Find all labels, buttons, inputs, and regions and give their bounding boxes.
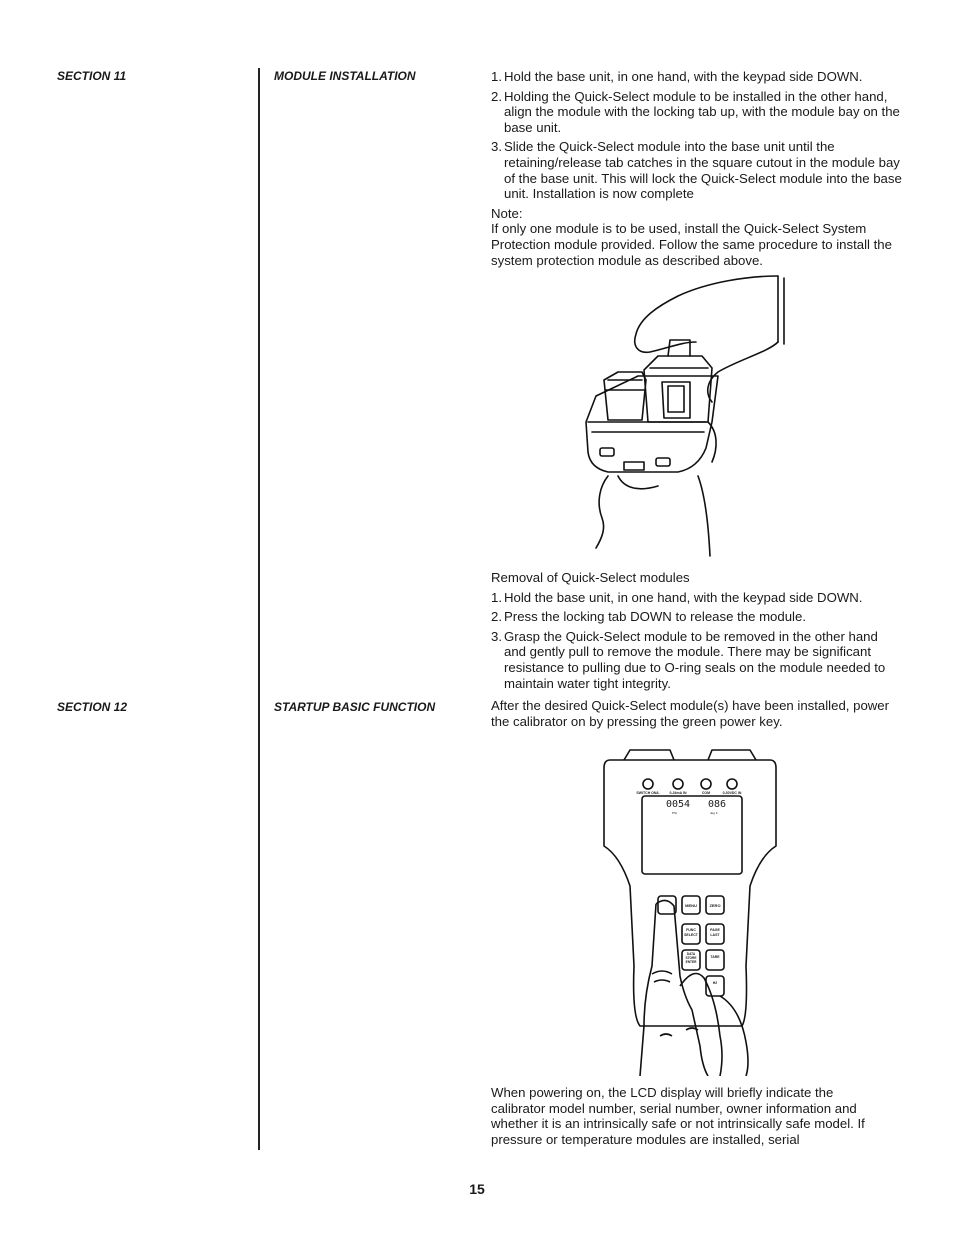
- removal-step-2: 2. Press the locking tab DOWN to release the module.: [491, 609, 806, 625]
- install-step-2: 2. Holding the Quick-Select module to be installed in the other hand, align the module with the locking tab up, with the module bay on the base unit.: [491, 88, 900, 135]
- terminal-label-ma: 0-24mA IN: [669, 791, 687, 795]
- calibrator-illustration: [600, 746, 780, 1076]
- removal-step-1: 1. Hold the base unit, in one hand, with the keypad side DOWN.: [491, 589, 863, 605]
- module-installation-illustration: [578, 272, 788, 562]
- module-installation-heading: MODULE INSTALLATION: [274, 69, 416, 83]
- terminal-label-vdc: 0-30VDC IN: [722, 791, 742, 795]
- removal-section: [491, 570, 903, 695]
- installation-steps: [491, 69, 903, 272]
- display-unit-left: PSI: [672, 811, 677, 815]
- key-h2: H2: [712, 981, 718, 985]
- install-step-1: 1. Hold the base unit, in one hand, with the keypad side DOWN.: [491, 69, 863, 84]
- terminal-label-switch: SWITCH ON/L: [636, 791, 660, 795]
- key-page-last: PAGE LAST: [710, 928, 720, 937]
- display-reading-left: 0054: [666, 799, 691, 810]
- key-zero: ZERO: [709, 903, 721, 908]
- terminal-label-com: COM: [701, 791, 711, 795]
- startup-continuation: When powering on, the LCD display will briefly indicate the calibrator model number, serial number, owner information and whether it is an intrinsically safe or not intrinsically safe model. If pressure or temperature modules are installed, serial: [491, 1085, 865, 1147]
- column-divider: [258, 68, 260, 1150]
- removal-step-3: 3. Grasp the Quick-Select module to be removed in the other hand and gently pull to remove the module. There may be significant resistance to pulling due to O-ring seals on the module needed to maintain water tight integrity.: [491, 628, 886, 691]
- section-11-label: SECTION 11: [57, 69, 127, 83]
- note-text: If only one module is to be used, install the Quick-Select System Protection module provided. Follow the same procedure to install the system protection module as described above.: [491, 221, 892, 268]
- key-tare: TARE: [710, 955, 720, 959]
- startup-basic-function-heading: STARTUP BASIC FUNCTION: [274, 700, 436, 714]
- startup-intro: After the desired Quick-Select module(s) have been installed, power the calibrator on by pressing the green power key.: [491, 698, 890, 729]
- install-step-3: 3. Slide the Quick-Select module into the base unit until the retaining/release tab catches in the square cutout in the module bay of the base unit. This will lock the Quick-Select module into the base unit. Installation is now complete: [491, 139, 902, 202]
- key-func-select: FUNC SELECT: [684, 928, 698, 937]
- key-menu: MENU: [685, 903, 697, 908]
- page-number: 15: [469, 1181, 485, 1197]
- key-data-store-enter: DATA STORE ENTER: [685, 952, 697, 965]
- note-label: Note:: [491, 205, 523, 221]
- display-reading-right: 086: [708, 799, 727, 810]
- display-unit-right: deg F: [710, 811, 718, 815]
- removal-title: Removal of Quick-Select modules: [491, 570, 690, 585]
- section-12-label: SECTION 12: [57, 700, 128, 714]
